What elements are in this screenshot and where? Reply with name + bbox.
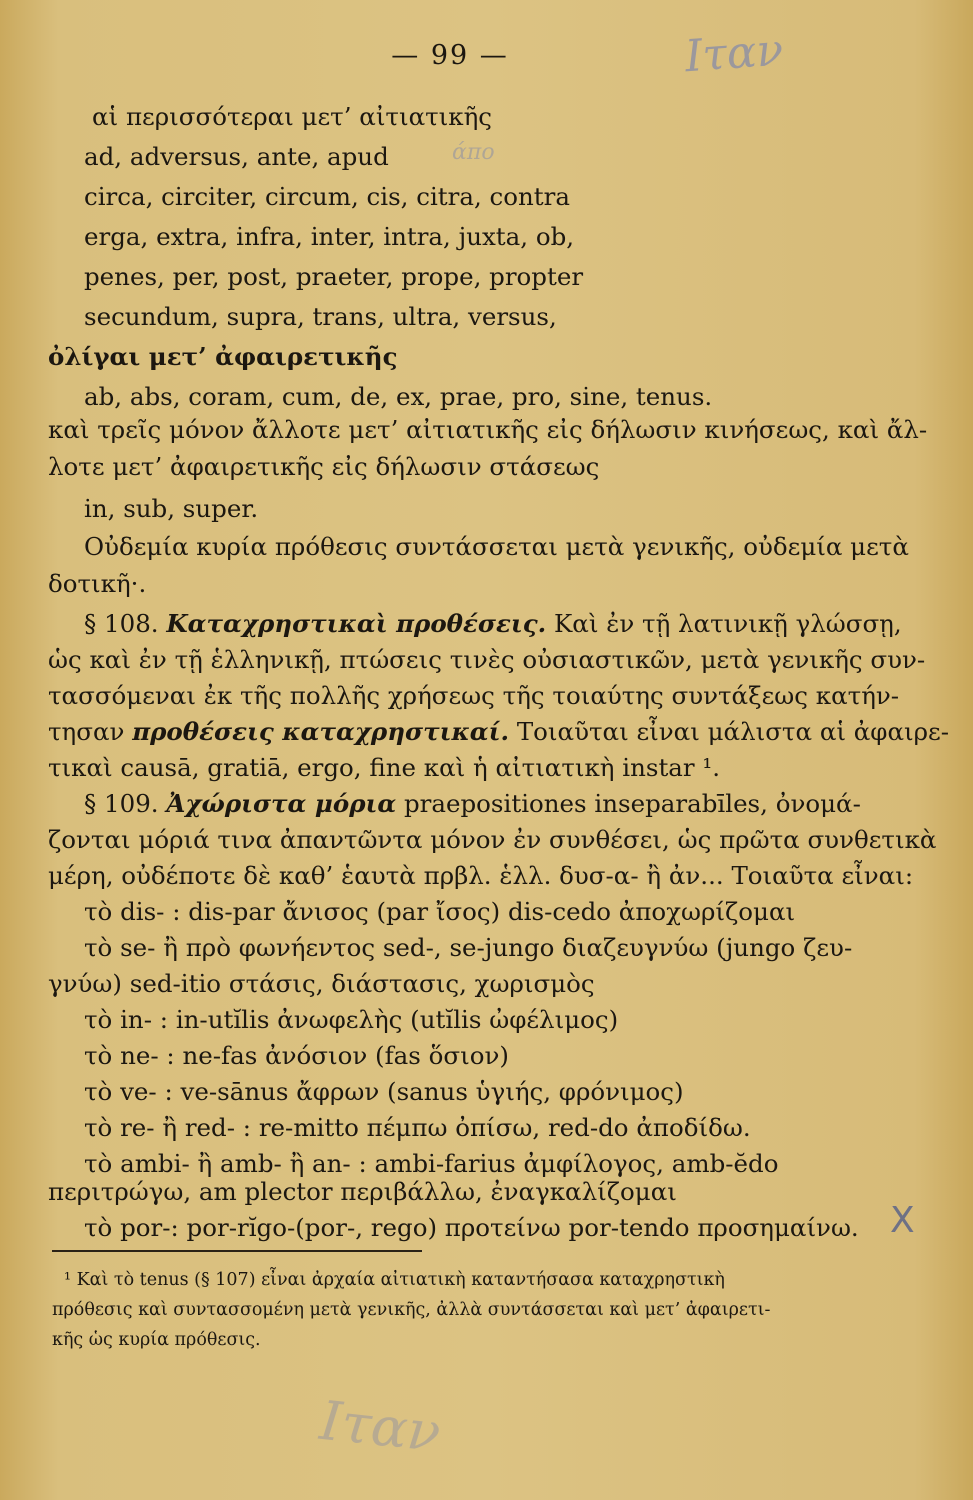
section-title: Ἀχώριστα μόρια [166,789,397,818]
text-line: δοτικῆ·. [48,569,147,598]
text-line: αἱ περισσότεραι μετ’ αἰτιατικῆς [92,102,493,131]
text-line: τασσόμεναι ἐκ τῆς πολλῆς χρήσεως τῆς τοιαύτης συντάξεως κατήν- [48,681,900,710]
particle-entry: γνύω) sed-itio στάσις, διάστασις, χωρισμὸς [48,969,595,998]
section-number: § 108. [84,609,159,638]
handwritten-annotation-bottom: Ιταν [317,1388,444,1465]
text-line: erga, extra, infra, inter, intra, juxta, ob, [84,222,575,251]
text-line: Οὐδεμία κυρία πρόθεσις συντάσσεται μετὰ γενικῆς, οὐδεμία μετὰ [84,532,909,561]
emphasis-term: προθέσεις καταχρηστικαί. [132,717,510,746]
particle-entry: τὸ in- : in-utĭlis ἀνωφελὴς (utĭlis ὠφέλιμος) [84,1005,619,1034]
particle-entry: τὸ ve- : ve-sānus ἄφρων (sanus ὑγιής, φρόνιμος) [84,1077,684,1106]
particle-entry: περιτρώγω, am plector περιβάλλω, ἐναγκαλίζομαι [48,1177,677,1206]
text-line: τησαν προθέσεις καταχρηστικαί. Τοιαῦται εἶναι μάλιστα αἱ ἀφαιρε- [48,717,949,746]
particle-entry: τὸ se- ἢ πρὸ φωνήεντος sed-, se-jungo διαζευγνύω (jungo ζευ- [84,933,853,962]
text-line: circa, circiter, circum, cis, citra, contra [84,182,570,211]
footnote-divider [52,1250,422,1252]
text-line: λοτε μετ’ ἀφαιρετικῆς εἰς δήλωσιν στάσεως [48,452,600,481]
section-text: praepositiones inseparabīles, ὀνομά- [404,789,861,818]
section-109-heading-line [84,787,914,821]
text-line: ὡς καὶ ἐν τῇ ἑλληνικῇ, πτώσεις τινὲς οὐσιαστικῶν, μετὰ γενικῆς συν- [48,645,926,674]
section-text: Καὶ ἐν τῇ λατινικῇ γλώσσῃ, [553,609,902,638]
text-line: ab, abs, coram, cum, de, ex, prae, pro, sine, tenus. [84,382,713,411]
handwritten-annotation-apud: άπο [452,140,495,165]
particle-entry: τὸ dis- : dis-par ἄνισος (par ἴσος) dis-cedo ἀποχωρίζομαι [84,897,796,926]
text-line: ad, adversus, ante, apud [84,142,389,171]
margin-mark: X [890,1200,915,1241]
text-line: μέρη, οὐδέποτε δὲ καθ’ ἑαυτὰ πρβλ. ἑλλ. δυσ-α- ἢ ἀν... Τοιαῦτα εἶναι: [48,861,914,890]
page-number: — 99 — [391,40,509,71]
text-line: in, sub, super. [84,494,259,523]
particle-entry: τὸ re- ἢ red- : re-mitto πέμπω ὀπίσω, red-do ἀποδίδω. [84,1113,751,1142]
section-number: § 109. [84,789,159,818]
text-line: τικαὶ causā, gratiā, ergo, fine καὶ ἡ αἰτιατικὴ instar ¹. [48,753,721,782]
text-line: secundum, supra, trans, ultra, versus, [84,302,557,331]
text-line: καὶ τρεῖς μόνον ἄλλοτε μετ’ αἰτιατικῆς εἰς δήλωσιν κινήσεως, καὶ ἄλ- [48,415,928,444]
handwritten-annotation-top: Ιταν [683,24,785,83]
section-title: Καταχρηστικαὶ προθέσεις. [166,609,547,638]
text-line: ὀλίγαι μετ’ ἀφαιρετικῆς [48,342,398,371]
text-line: penes, per, post, praeter, prope, propter [84,262,584,291]
particle-entry: τὸ ne- : ne-fas ἀνόσιον (fas ὅσιον) [84,1041,509,1070]
particle-entry: τὸ ambi- ἢ amb- ἢ an- : ambi-farius ἀμφίλογος, amb-ĕdo [84,1149,779,1178]
footnote-line: ¹ Καὶ τὸ tenus (§ 107) εἶναι ἀρχαία αἰτιατικὴ καταντήσασα καταχρηστικὴ [64,1270,725,1290]
text-line: ζονται μόριά τινα ἀπαντῶντα μόνον ἐν συνθέσει, ὡς πρῶτα συνθετικὰ [48,825,937,854]
particle-entry: τὸ por-: por-rĭgo-(por-, rego) προτείνω por-tendo προσημαίνω. [84,1213,859,1242]
footnote-line: κῆς ὡς κυρία πρόθεσις. [52,1330,261,1350]
section-108-heading-line [84,607,914,641]
footnote-line: πρόθεσις καὶ συντασσομένη μετὰ γενικῆς, ἀλλὰ συντάσσεται καὶ μετ’ ἀφαιρετι- [52,1300,771,1320]
